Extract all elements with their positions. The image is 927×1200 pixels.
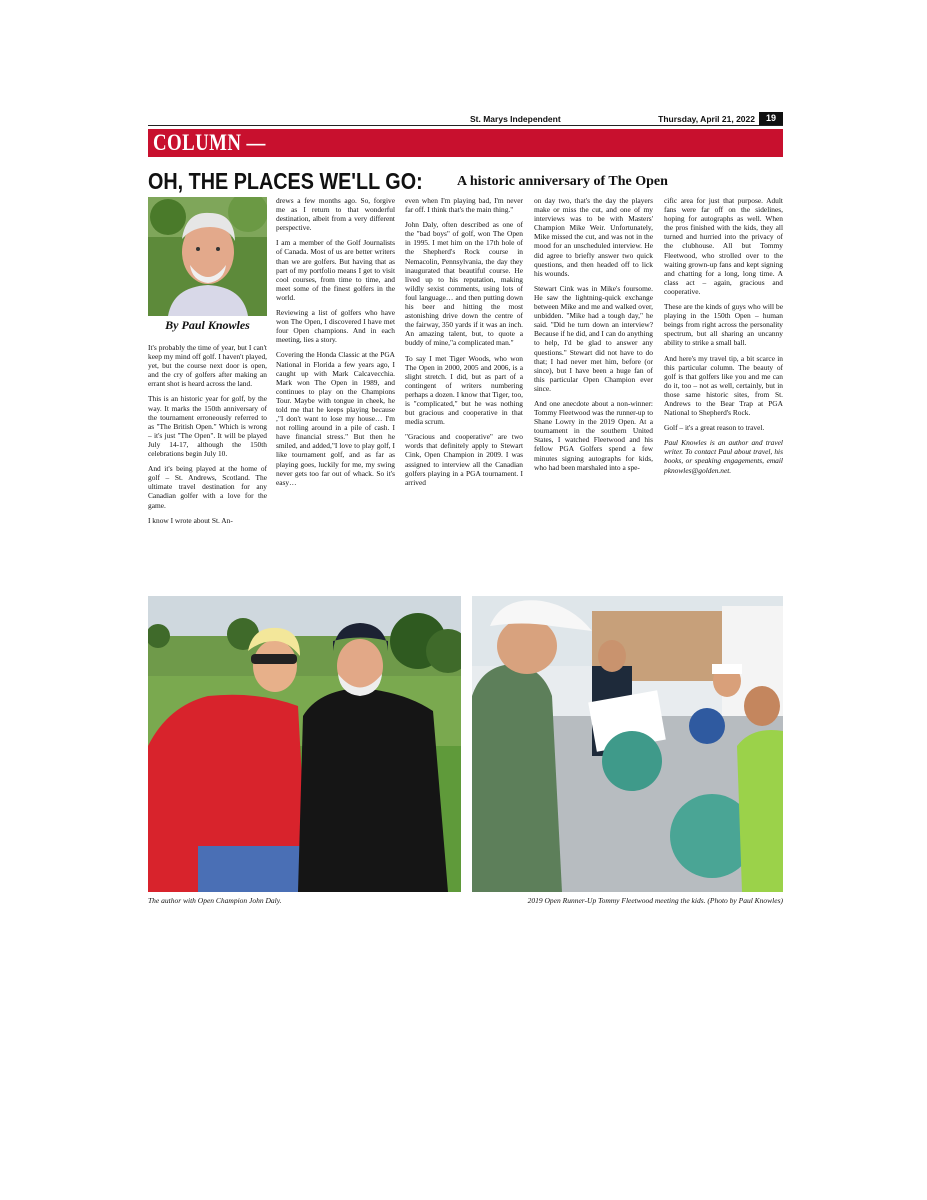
issue-date: Thursday, April 21, 2022 [658, 114, 755, 124]
byline: By Paul Knowles [165, 318, 250, 332]
paragraph: John Daly, often described as one of the "bad boys" of golf, won The Open in 1995. I met him on the 17th hole of the Shepherd's Rock course in Nemacolin, Pennsylvania, the day they inaugurated that beautiful course. He lived up to his reputation, making wildly sexist comments, using lots of foul language… and then putting down his beer and hitting the most astonishing drive down the centre of the fairway, 350 yards if it was an inch. An amazing talent, but, to quote a buddy of mine,"a complicated man." [405, 220, 523, 348]
article-column-2 [276, 196, 395, 493]
photo-author-with-john-daly [148, 596, 461, 892]
paragraph: These are the kinds of guys who will be playing in the 150th Open – human beings from right across the personality spectrum, but all sharing an uncanny ability to strike a small ball. [664, 302, 783, 348]
page-header [148, 112, 783, 126]
paragraph: Golf – it's a great reason to travel. [664, 423, 765, 433]
article-column-4 [534, 196, 653, 478]
page-number: 19 [759, 112, 783, 125]
paragraph: This is an historic year for golf, by the way. It marks the 150th anniversary of the tournament erroneously referred to as "The British Open." Which is wrong – it's just "The Open". It will be played July 14-17, although the 150th celebrations begin July 10. [148, 394, 267, 459]
paragraph: even when I'm playing bad, I'm never far off. I think that's the main thing." [405, 196, 523, 215]
header-rule [148, 125, 783, 126]
headline-main: OH, THE PLACES WE'LL GO: [148, 168, 423, 194]
article-column-3 [405, 196, 523, 493]
paragraph: Reviewing a list of golfers who have won The Open, I discovered I have met four Open champions. And in each meeting, lies a story. [276, 308, 395, 345]
paragraph: And one anecdote about a non-winner: Tommy Fleetwood was the runner-up to Shane Lowry in the 2019 Open. At a tournament in the southern United States, I watched Fleetwood and his fellow PGA Golfers spend a few minutes signing autographs for kids, who had been marshaled into a spe- [534, 398, 653, 472]
paragraph: And it's being played at the home of golf – St. Andrews, Scotland. The ultimate travel destination for any Canadian golfer with a love for the game. [148, 464, 267, 510]
paragraph: Stewart Cink was in Mike's foursome. He saw the lightning-quick exchange between Mike and me and walked over, unbidden. "Mike had a tough day," he said. "Did he turn down an interview? Because if he did, and I can do anything to help, I'd be glad to answer any questions." Stewart did not have to do that; I had never met him, before (or since), but I have been a huge fan of this particular Open Champion ever since. [534, 283, 653, 393]
paragraph: I know I wrote about St. An- [148, 515, 233, 525]
article-column-1 [148, 343, 267, 531]
photo-tommy-fleetwood-with-kids [472, 596, 783, 892]
paragraph: "Gracious and cooperative" are two words that definitely apply to Stewart Cink, Open Champion in 2009. I was assigned to interview all the Canadian golfers playing in a PGA tournament. I arrived [405, 432, 523, 487]
caption-photo-2: 2019 Open Runner-Up Tommy Fleetwood meeting the kids. (Photo by Paul Knowles) [527, 896, 783, 905]
paragraph: cific area for just that purpose. Adult fans were far off on the sidelines, hoping for autographs as well. When the pros finished with the kids, they all turned and hurried into the privacy of the clubhouse. All but Tommy Fleetwood, who strolled over to the waiting grown-up fans and kept signing and chatting for a long, long time. A class act – again, gracious and cooperative. [664, 196, 783, 296]
caption-photo-1: The author with Open Champion John Daly. [148, 896, 282, 905]
paragraph: And here's my travel tip, a bit scarce in this particular column. The beauty of golf is that golfers like you and me can do it, too – not as well, certainly, but in those same historic sites, from St. Andrews to the Bear Trap at PGA National to Shepherd's Rock. [664, 353, 783, 418]
article-column-5 [664, 196, 783, 481]
paragraph: It's probably the time of year, but I can't keep my mind off golf. I haven't played, yet, but the course next door is open, and the cry of golfers after making an errant shot is heard across the land. [148, 343, 267, 389]
paragraph: drews a few months ago. So, forgive me as I return to that wonderful destination, albeit from a very different perspective. [276, 196, 395, 233]
banner-label: COLUMN — [153, 130, 266, 155]
headline-sub: A historic anniversary of The Open [457, 174, 668, 189]
paragraph: To say I met Tiger Woods, who won The Open in 2000, 2005 and 2006, is a slight stretch. I did, but as part of a contingent of writers numbering perhaps a dozen. I know that Tiger, too, is "complicated," but he was nothing but gracious and cooperative in that media scrum. [405, 353, 523, 427]
headline [148, 168, 783, 194]
author-bio: Paul Knowles is an author and travel writer. To contact Paul about travel, his books, or speaking engagements, email pknowles@golden.net. [664, 438, 783, 475]
author-portrait [148, 197, 267, 316]
column-banner [148, 129, 783, 157]
paragraph: I am a member of the Golf Journalists of Canada. Most of us are better writers than we are golfers. But having that as part of my portfolio means I get to visit cool courses, from time to time, and meet some of the finest golfers in the world. [276, 238, 395, 302]
paragraph: on day two, that's the day the players make or miss the cut, and one of my interviews was to be with Masters' Champion Mike Weir. Unfortunately, Mike missed the cut, and was not in the mood for an unscheduled interview. He did agree to briefly answer two quick questions, and then headed off to lick his wounds. [534, 196, 653, 278]
paragraph: Covering the Honda Classic at the PGA National in Florida a few years ago, I caught up with Mark Calcavecchia. Mark won The Open in 1989, and continues to play on the Champions Tour. Maybe with tongue in cheek, he told me that he keeps playing because ,"I don't want to lose my house… I'm not rolling around in a pile of cash. I have financial stress." But then he smiled, and added,"I love to play golf, I like tournament golf, and as far as playing goes, luckily for me, my swing never gets too far out of whack. So it's easy… [276, 350, 395, 487]
paper-name: St. Marys Independent [470, 114, 561, 124]
